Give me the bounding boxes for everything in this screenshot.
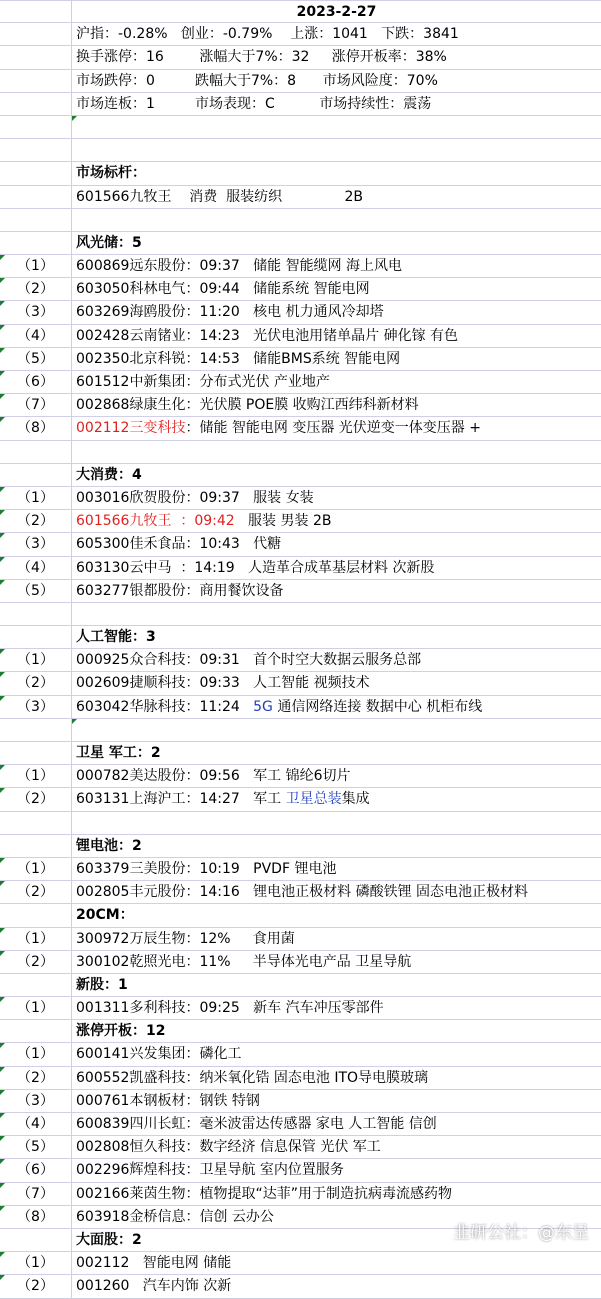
- empty-row: [0, 441, 601, 464]
- stock-row: [0, 278, 601, 301]
- row-index: （4）: [0, 557, 72, 579]
- summary-row: [0, 93, 601, 116]
- benchmark-title: 市场标杆：: [76, 165, 146, 182]
- stock-info: 603277银都股份：商用餐饮设备: [76, 582, 284, 599]
- highlight-concept: 5G: [253, 698, 273, 715]
- stock-row: [0, 301, 601, 324]
- stock-info: 600869远东股份：09:37 储能 智能缆网 海上风电: [76, 258, 403, 275]
- stock-row: [0, 1275, 601, 1298]
- stock-row: [0, 1113, 601, 1136]
- stock-row: [0, 881, 601, 904]
- stock-info: 000782美达股份：09:56 军工 锦纶6切片: [76, 768, 351, 785]
- stock-info: 605300佳禾食品：10:43 代糖: [76, 536, 282, 553]
- row-index: （3）: [0, 1090, 72, 1112]
- stock-info: 002350北京科锐：14:53 储能BMS系统 智能电网: [76, 350, 401, 367]
- row-index: （1）: [0, 858, 72, 880]
- row-index: （8）: [0, 1206, 72, 1228]
- stock-info: 603379三美股份：10:19 PVDF 锂电池: [76, 860, 337, 877]
- summary-line: 沪指：-0.28% 创业：-0.79% 上涨：1041 下跌：3841: [76, 26, 459, 43]
- stock-info: 603050科林电气：09:44 储能系统 智能电网: [76, 281, 370, 298]
- summary-line: 市场连板：1 市场表现：C 市场持续性：震荡: [76, 95, 432, 112]
- stock-info: 000761本钢板材：钢铁 特钢: [76, 1092, 260, 1109]
- benchmark-line: 601566九牧王 消费 服装纺织 2B: [76, 188, 363, 205]
- stock-row: [0, 1159, 601, 1182]
- row-index: （6）: [0, 371, 72, 393]
- stock-info: 300972万辰生物：12% 食用菌: [76, 930, 295, 947]
- row-index: （5）: [0, 580, 72, 602]
- section-title: 卫星 军工：2: [76, 745, 161, 761]
- section-title: 大面股：2: [76, 1231, 142, 1248]
- stock-row: [0, 487, 601, 510]
- row-index: （2）: [0, 1067, 72, 1089]
- stock-info: 002428云南锗业：14:23 光伏电池用锗单晶片 砷化镓 有色: [76, 327, 459, 344]
- section-title: 人工智能：3: [76, 629, 156, 646]
- row-index: （3）: [0, 301, 72, 323]
- stock-info: 003016欣贺股份：09:37 服装 女装: [76, 489, 314, 506]
- stock-row: [0, 672, 601, 695]
- stock-info: 002296辉煌科技：卫星导航 室内位置服务: [76, 1162, 344, 1179]
- stock-info: 600141兴发集团：磷化工: [76, 1046, 242, 1063]
- section-title-row: [0, 974, 601, 997]
- date-title: 2023-2-27: [296, 4, 377, 20]
- stock-row: [0, 533, 601, 556]
- section-title: 涨停开板：12: [76, 1023, 166, 1040]
- summary-row: [0, 23, 601, 46]
- row-index: （2）: [0, 278, 72, 300]
- row-index: （1）: [0, 1252, 72, 1274]
- stock-detail-rest: 集成: [341, 791, 370, 808]
- stock-info: 001260 汽车内饰 次新: [76, 1278, 232, 1295]
- watermark: 韭研公社：@东呈: [453, 1223, 589, 1243]
- row-index: （7）: [0, 394, 72, 416]
- summary-line: 市场跌停：0 跌幅大于7%：8 市场风险度：70%: [76, 72, 438, 89]
- stock-row: [0, 580, 601, 603]
- row-index: （2）: [0, 1275, 72, 1297]
- row-index: （1）: [0, 487, 72, 509]
- stock-row: [0, 348, 601, 371]
- section-title-row: [0, 742, 601, 765]
- row-index: （4）: [0, 1113, 72, 1135]
- stock-row: [0, 649, 601, 672]
- stock-info: 002112 智能电网 储能: [76, 1255, 232, 1272]
- stock-row: [0, 765, 601, 788]
- section-title: 新股：1: [76, 976, 128, 993]
- stock-row: [0, 510, 601, 533]
- section-title-row: [0, 626, 601, 649]
- row-index: （2）: [0, 951, 72, 973]
- row-index: （2）: [0, 510, 72, 532]
- row-index: （1）: [0, 765, 72, 787]
- section-title-row: [0, 904, 601, 927]
- stock-info: 300102乾照光电：11% 半导体光电产品 卫星导航: [76, 953, 412, 970]
- stock-info: 002805丰元股份：14:16 锂电池正极材料 磷酸铁锂 固态电池正极材料: [76, 884, 529, 901]
- empty-row: [0, 116, 601, 139]
- stock-row: [0, 371, 601, 394]
- row-index: （3）: [0, 696, 72, 718]
- stock-detail: 603131上海沪工：14:27 军工: [76, 791, 286, 808]
- stock-info: 002868绿康生化：光伏膜 POE膜 收购江西纬科新材料: [76, 397, 419, 414]
- stock-row: [0, 557, 601, 580]
- date-row: [0, 0, 601, 23]
- stock-detail-rest: 通信网络连接 数据中心 机柜布线: [272, 698, 483, 715]
- stock-row: [0, 255, 601, 278]
- stock-info: 000925众合科技：09:31 首个时空大数据云服务总部: [76, 652, 422, 669]
- section-title-row: [0, 464, 601, 487]
- stock-info: 603269海鸥股份：11:20 核电 机力通风冷却塔: [76, 304, 384, 321]
- highlight-concept: 卫星总装: [285, 791, 342, 808]
- row-index: （7）: [0, 1183, 72, 1205]
- row-index: （1）: [0, 649, 72, 671]
- stock-row: [0, 951, 601, 974]
- stock-info: [72, 417, 601, 439]
- stock-row: [0, 1183, 601, 1206]
- stock-row: [0, 1090, 601, 1113]
- summary-line: 换手涨停：16 涨幅大于7%：32 涨停开板率：38%: [76, 49, 447, 66]
- row-index: （5）: [0, 1136, 72, 1158]
- row-index: （8）: [0, 417, 72, 439]
- section-title: 大消费：4: [76, 466, 142, 483]
- stock-info: 001311多利科技：09:25 新车 汽车冲压零部件: [76, 1000, 384, 1017]
- stock-row: [0, 928, 601, 951]
- section-title-row: [0, 232, 601, 255]
- stock-info: 601512中新集团：分布式光伏 产业地产: [76, 374, 330, 390]
- stock-detail: 603042华脉科技：11:24: [76, 698, 254, 715]
- row-index: （2）: [0, 788, 72, 810]
- section-title: 风光储：5: [76, 234, 142, 251]
- section-title-row: [0, 835, 601, 858]
- row-index: （1）: [0, 255, 72, 277]
- row-index: （1）: [0, 997, 72, 1019]
- empty-row: [0, 209, 601, 232]
- stock-row: [0, 1136, 601, 1159]
- row-index: （5）: [0, 348, 72, 370]
- summary-row: [0, 70, 601, 93]
- stock-row: [0, 417, 601, 440]
- highlight-stock: 601566九牧王 ：09:42: [76, 513, 235, 530]
- stock-row: [0, 1067, 601, 1090]
- stock-row: [0, 1252, 601, 1275]
- stock-detail: ：储能 智能电网 变压器 光伏逆变一体变压器 +: [185, 420, 481, 437]
- stock-row: [0, 1043, 601, 1066]
- stock-row: [0, 858, 601, 881]
- row-index: （3）: [0, 533, 72, 555]
- row-index: （2）: [0, 672, 72, 694]
- benchmark-row: [0, 186, 601, 209]
- section-title: 20CM：: [76, 907, 134, 924]
- stock-row: [0, 696, 601, 719]
- empty-row: [0, 603, 601, 626]
- stock-row: [0, 325, 601, 348]
- empty-row: [0, 719, 601, 742]
- stock-row: [0, 394, 601, 417]
- stock-info: 600552凯盛科技：纳米氧化锆 固态电池 ITO导电膜玻璃: [76, 1069, 429, 1086]
- stock-row: [0, 788, 601, 811]
- empty-row: [0, 139, 601, 162]
- highlight-stock: 002112三变科技: [76, 420, 186, 437]
- section-title-row: [0, 1020, 601, 1043]
- row-index: （1）: [0, 928, 72, 950]
- stock-info: [72, 696, 601, 718]
- stock-info: 002808恒久科技：数字经济 信息保管 光伏 军工: [76, 1139, 381, 1156]
- stock-info: [72, 510, 601, 532]
- row-index: （2）: [0, 881, 72, 903]
- stock-info: 002609捷顺科技：09:33 人工智能 视频技术: [76, 675, 370, 692]
- section-title: 锂电池：2: [76, 837, 142, 854]
- row-index: （4）: [0, 325, 72, 347]
- benchmark-title-row: [0, 162, 601, 185]
- stock-info: 603918金桥信息：信创 云办公: [76, 1208, 274, 1225]
- stock-row: [0, 997, 601, 1020]
- row-index: （6）: [0, 1159, 72, 1181]
- summary-row: [0, 46, 601, 69]
- empty-row: [0, 812, 601, 835]
- stock-detail: 服装 男装 2B: [234, 513, 332, 530]
- stock-info: [72, 788, 601, 810]
- stock-info: 600839四川长虹：毫米波雷达传感器 家电 人工智能 信创: [76, 1116, 437, 1132]
- stock-info: 603130云中马 ：14:19 人造革合成革基层材料 次新股: [76, 559, 435, 576]
- row-index: （1）: [0, 1043, 72, 1065]
- stock-info: 002166莱茵生物：植物提取“达菲”用于制造抗病毒流感药物: [76, 1185, 452, 1202]
